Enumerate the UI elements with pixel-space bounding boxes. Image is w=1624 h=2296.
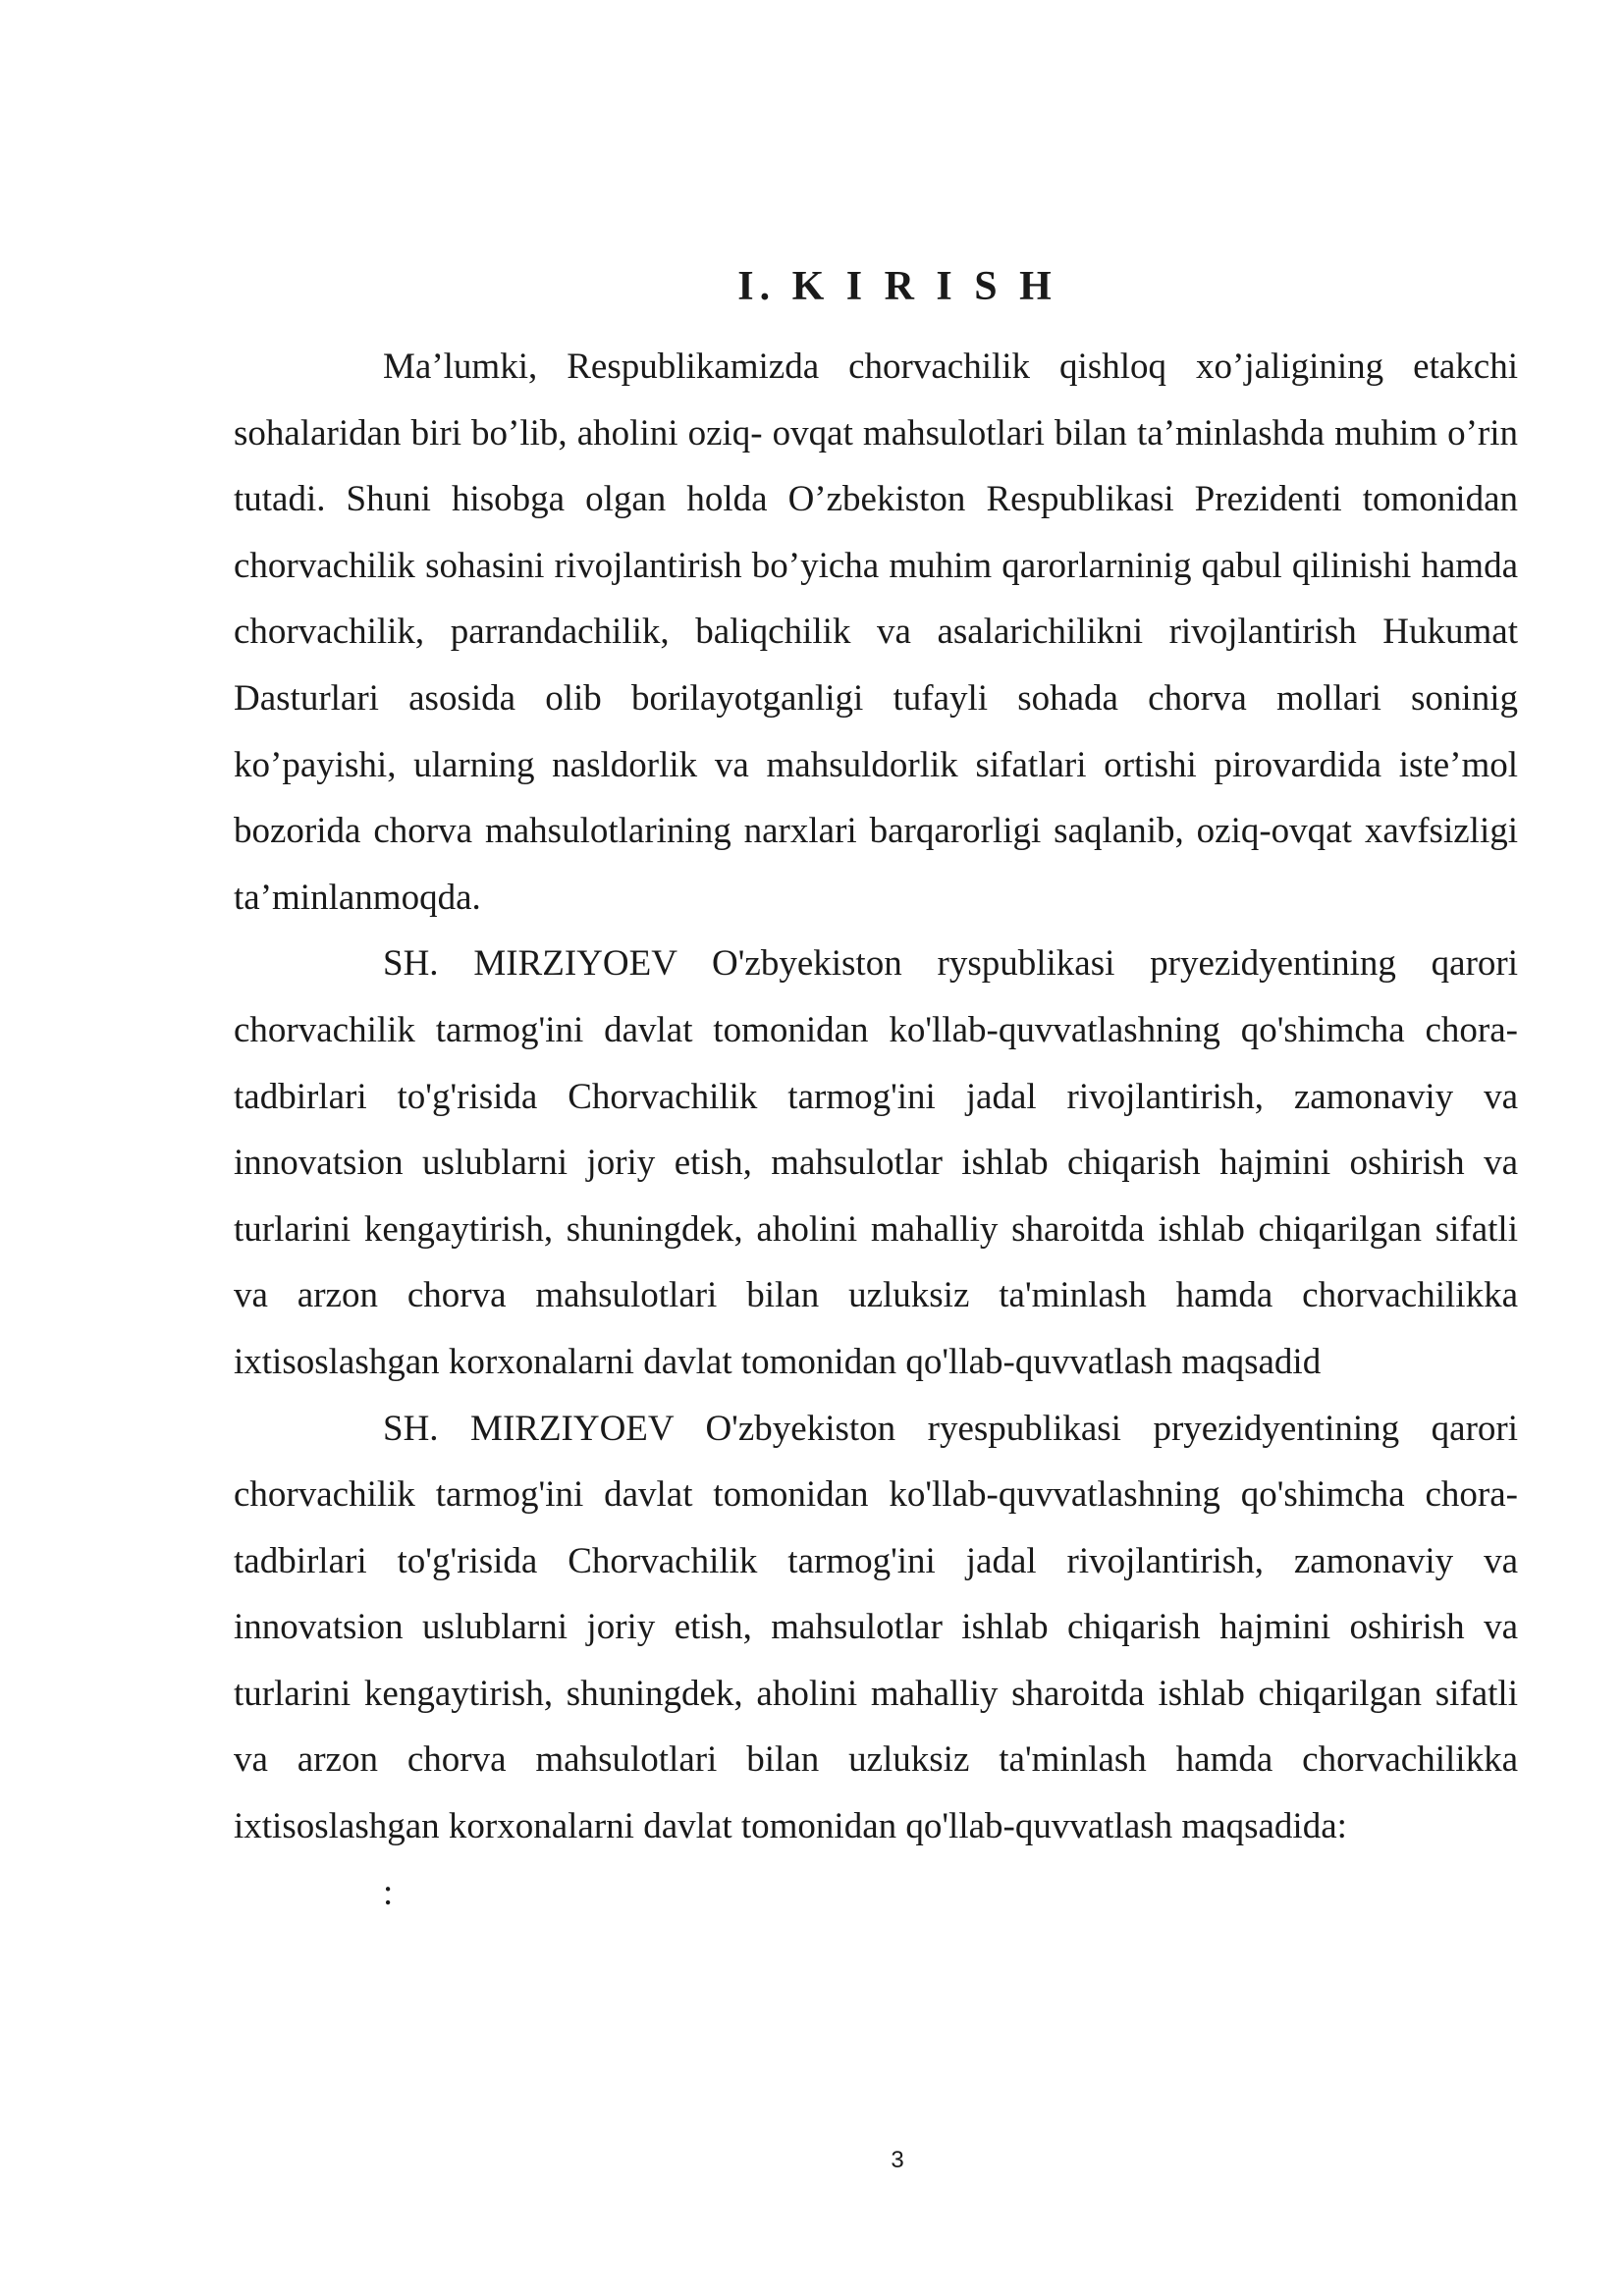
paragraph-decree-1: SH. MIRZIYOEV O'zbyekiston ryspublikasi pryezidyentining qarori chorvachilik tarmog'ini davlat tomonidan ko'llab-quvvatlashning qo'shimcha chora-tadbirlari to'g'risida Chorvachilik tarmog'ini jadal rivojlantirish, zamonaviy va innovatsion uslublarni joriy etish, mahsulotlar ishlab chiqarish hajmini oshirish va turlarini kengaytirish, shuningdek, aholini mahalliy sharoitda ishlab chiqarilgan sifatli va arzon chorva mahsulotlari bilan uzluksiz ta'minlash hamda chorvachilikka ixtisoslashgan korxonalarni davlat tomonidan qo'llab-quvvatlash maqsadid bbox=[234, 943, 1518, 1382]
section-title: I. K I R I S H bbox=[737, 264, 1057, 310]
page-number: 3 bbox=[891, 2147, 904, 2173]
document-body bbox=[234, 334, 1518, 1926]
paragraph-decree-2: SH. MIRZIYOEV O'zbyekiston ryespublikasi pryezidyentining qarori chorvachilik tarmog'ini davlat tomonidan ko'llab-quvvatlashning qo'shimcha chora-tadbirlari to'g'risida Chorvachilik tarmog'ini jadal rivojlantirish, zamonaviy va innovatsion uslublarni joriy etish, mahsulotlar ishlab chiqarish hajmini oshirish va turlarini kengaytirish, shuningdek, aholini mahalliy sharoitda ishlab chiqarilgan sifatli va arzon chorva mahsulotlari bilan uzluksiz ta'minlash hamda chorvachilikka ixtisoslashgan korxonalarni davlat tomonidan qo'llab-quvvatlash maqsadida: bbox=[234, 1408, 1518, 1847]
trailing-colon: : bbox=[383, 1872, 394, 1913]
paragraph-intro: Ma’lumki, Respublikamizda chorvachilik qishloq xo’jaligining etakchi sohalaridan biri bo’lib, aholini oziq- ovqat mahsulotlari bilan ta’minlashda muhim o’rin tutadi. Shuni hisobga olgan holda O’zbekiston Respublikasi Prezidenti tomonidan chorvachilik sohasini rivojlantirish bo’yicha muhim qarorlarninig qabul qilinishi hamda chorvachilik, parrandachilik, baliqchilik va asalarichilikni rivojlantirish Hukumat Dasturlari asosida olib borilayotganligi tufayli sohada chorva mollari soninig ko’payishi, ularning nasldorlik va mahsuldorlik sifatlari ortishi pirovardida iste’mol bozorida chorva mahsulotlarining narxlari barqarorligi saqlanib, oziq-ovqat xavfsizligi ta’minlanmoqda. bbox=[234, 347, 1518, 918]
